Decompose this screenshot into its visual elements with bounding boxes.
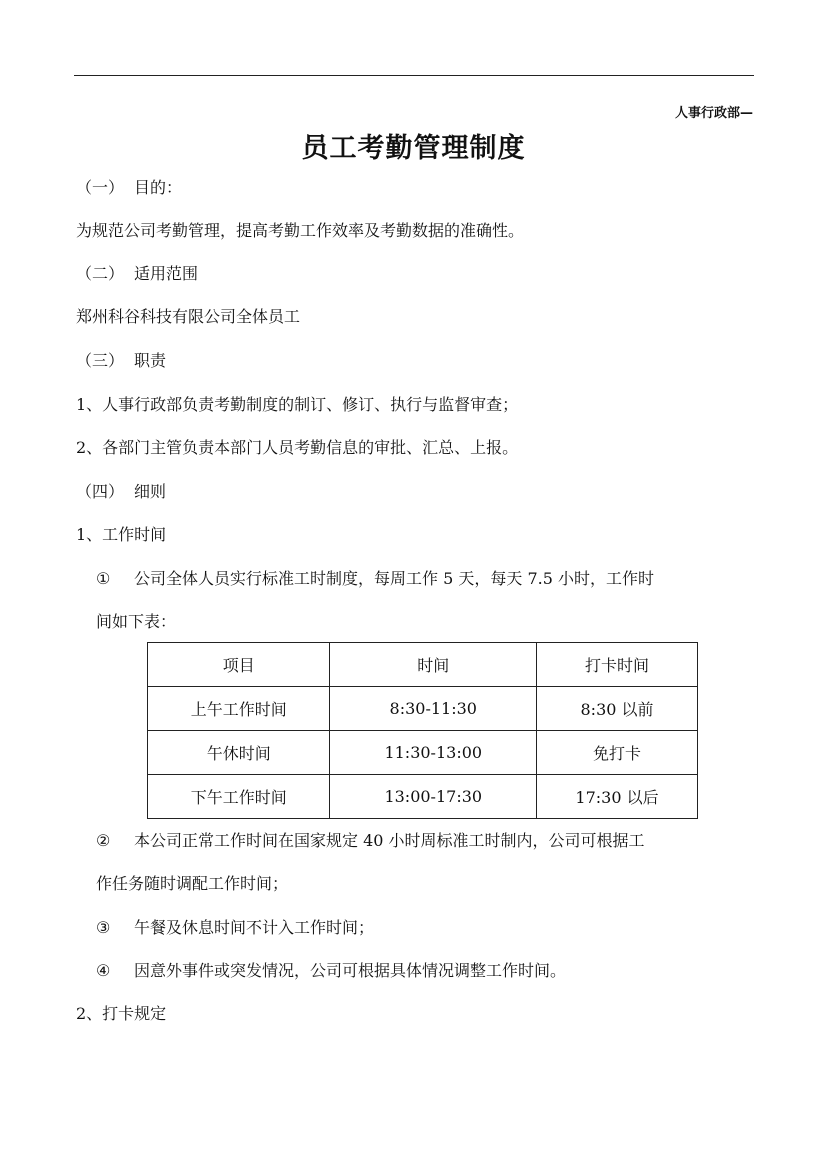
table-cell: 下午工作时间 xyxy=(148,775,330,819)
section-4-heading xyxy=(76,482,166,502)
paragraph-text: 公司全体人员实行标准工时制度，每周工作 5 天，每天 7.5 小时，工作时 xyxy=(134,569,654,588)
paragraph-1-line-1 xyxy=(96,569,654,589)
paragraph-text: 本公司正常工作时间在国家规定 40 小时周标准工时制内，公司可根据工 xyxy=(134,831,645,850)
header-rule xyxy=(74,75,754,76)
table-cell: 8:30-11:30 xyxy=(330,687,537,731)
section-2-text: 郑州科谷科技有限公司全体员工 xyxy=(76,307,301,326)
duty-item-1: 1、人事行政部负责考勤制度的制订、修订、执行与监督审查； xyxy=(76,395,519,414)
item-marker: ② xyxy=(96,831,111,850)
table-cell: 上午工作时间 xyxy=(148,687,330,731)
section-number: （二） xyxy=(76,264,125,283)
department-label: 人事行政部— xyxy=(674,106,753,121)
paragraph-2-line-2: 作任务随时调配工作时间； xyxy=(96,874,289,893)
section-1-text: 为规范公司考勤管理，提高考勤工作效率及考勤数据的准确性。 xyxy=(76,221,525,240)
table-header-row xyxy=(148,643,698,687)
subsection-clock-in-rules: 2、打卡规定 xyxy=(76,1004,167,1023)
duty-item-2: 2、各部门主管负责本部门人员考勤信息的审批、汇总、上报。 xyxy=(76,438,519,457)
section-title: 细则 xyxy=(134,482,167,501)
section-2-heading xyxy=(76,264,198,284)
subsection-work-hours: 1、工作时间 xyxy=(76,525,167,544)
table-header-cell: 打卡时间 xyxy=(537,643,698,687)
paragraph-3 xyxy=(96,918,374,938)
section-title: 目的： xyxy=(134,178,183,197)
item-marker: ③ xyxy=(96,918,111,937)
item-marker: ① xyxy=(96,569,111,588)
table-row xyxy=(148,775,698,819)
table-cell: 午休时间 xyxy=(148,731,330,775)
table-header-cell: 时间 xyxy=(330,643,537,687)
table-row xyxy=(148,687,698,731)
paragraph-text: 因意外事件或突发情况，公司可根据具体情况调整工作时间。 xyxy=(134,961,567,980)
section-title: 职责 xyxy=(134,351,167,370)
table-cell: 13:00-17:30 xyxy=(330,775,537,819)
table-cell: 免打卡 xyxy=(537,731,698,775)
table-header-cell: 项目 xyxy=(148,643,330,687)
section-number: （三） xyxy=(76,351,125,370)
section-1-heading xyxy=(76,178,182,198)
section-title: 适用范围 xyxy=(134,264,199,283)
document-title: 员工考勤管理制度 xyxy=(301,133,526,164)
table-cell: 17:30 以后 xyxy=(537,775,698,819)
section-number: （四） xyxy=(76,482,125,501)
table-row xyxy=(148,731,698,775)
table-cell: 8:30 以前 xyxy=(537,687,698,731)
paragraph-2-line-1 xyxy=(96,831,645,851)
paragraph-4 xyxy=(96,961,566,981)
table-cell: 11:30-13:00 xyxy=(330,731,537,775)
item-marker: ④ xyxy=(96,961,111,980)
section-number: （一） xyxy=(76,178,125,197)
paragraph-1-line-2: 间如下表： xyxy=(96,612,177,631)
paragraph-text: 午餐及休息时间不计入工作时间； xyxy=(134,918,375,937)
section-3-heading xyxy=(76,351,166,371)
work-schedule-table xyxy=(147,642,698,819)
